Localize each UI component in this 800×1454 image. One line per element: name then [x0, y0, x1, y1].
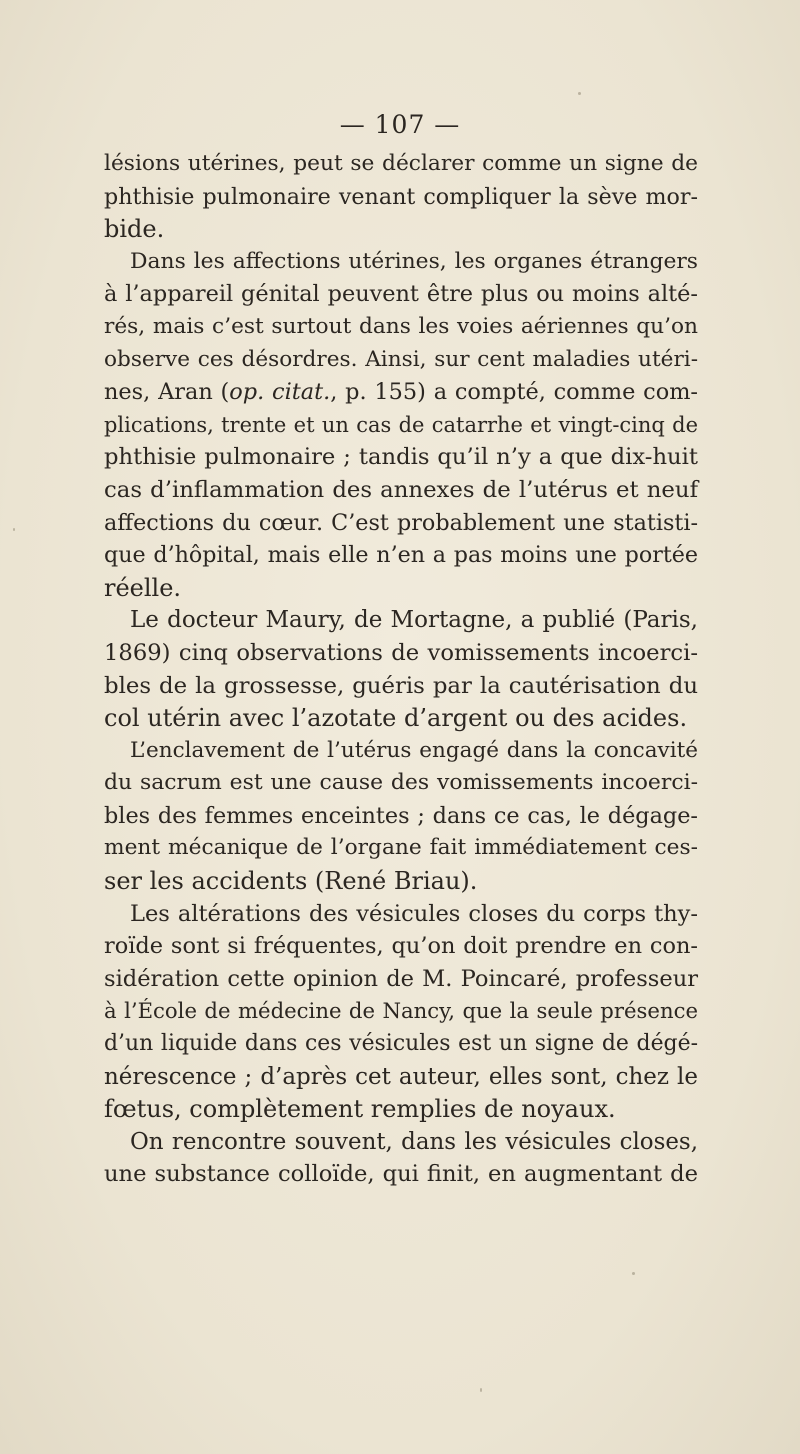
text-line: col utérin avec l’azotate d’argent ou des acides. [104, 704, 688, 733]
text-line: Le docteur Maury, de Mortagne, a publié (Paris, [130, 607, 698, 634]
text-line: nérescence ; d’après cet auteur, elles sont, chez le [104, 1063, 698, 1090]
text-line: à l’École de médecine de Nancy, que la seule présence [104, 998, 698, 1024]
text-line: phthisie pulmonaire ; tandis qu’il n’y a que dix-huit [104, 444, 698, 471]
text-line: affections du cœur. C’est probablement une statisti- [104, 509, 698, 536]
text-line: phthisie pulmonaire venant compliquer la sève mor- [104, 183, 698, 210]
text-line: L’enclavement de l’utérus engagé dans la concavité [130, 737, 698, 763]
text-line: bles de la grossesse, guéris par la cautérisation du [104, 672, 698, 699]
text-line: du sacrum est une cause des vomissements incoerci- [104, 770, 698, 796]
text-line: Dans les affections utérines, les organes étrangers [130, 248, 698, 274]
text-line: fœtus, complètement remplies de noyaux. [104, 1095, 616, 1124]
text-line: réelle. [104, 573, 182, 602]
text-line: ment mécanique de l’organe fait immédiatement ces- [104, 835, 698, 861]
paper-speck [578, 92, 581, 95]
text-line: que d’hôpital, mais elle n’en a pas moins une portée [104, 542, 698, 569]
text-line: 1869) cinq observations de vomissements incoerci- [104, 639, 698, 666]
text-line: cas d’inflammation des annexes de l’utérus et neuf [104, 476, 698, 503]
paper-speck [480, 1388, 482, 1392]
text-line: plications, trente et un cas de catarrhe et vingt-cinq de [104, 412, 698, 437]
text-line: observe ces désordres. Ainsi, sur cent maladies utéri- [104, 346, 698, 372]
text-line: bles des femmes enceintes ; dans ce cas, le dégage- [104, 802, 698, 829]
text-line: une substance colloïde, qui finit, en augmentant de [104, 1161, 698, 1188]
text-line: rés, mais c’est surtout dans les voies aériennes qu’on [104, 313, 698, 339]
text-line: ser les accidents (René Briau). [104, 867, 478, 896]
paper-speck [13, 528, 15, 531]
paper-speck [632, 1272, 635, 1275]
text-line: Les altérations des vésicules closes du corps thy- [130, 900, 698, 927]
text-line: lésions utérines, peut se déclarer comme un signe de [104, 151, 698, 176]
text-line: d’un liquide dans ces vésicules est un signe de dégé- [104, 1031, 698, 1057]
citation-italic: op. citat. [229, 379, 331, 406]
text-line: à l’appareil génital peuvent être plus ou moins alté- [104, 281, 698, 308]
text-line: roïde sont si fréquentes, qu’on doit prendre en con- [104, 933, 698, 960]
text-line: bide. [104, 215, 165, 244]
text-line: On rencontre souvent, dans les vésicules closes, [130, 1128, 698, 1155]
page-number: — 107 — [339, 110, 461, 139]
body-text [104, 148, 698, 1191]
text-line: nes, Aran (op. citat., p. 155) a compté, comme com- [104, 379, 698, 406]
text-line: sidération cette opinion de M. Poincaré, professeur [104, 965, 698, 992]
